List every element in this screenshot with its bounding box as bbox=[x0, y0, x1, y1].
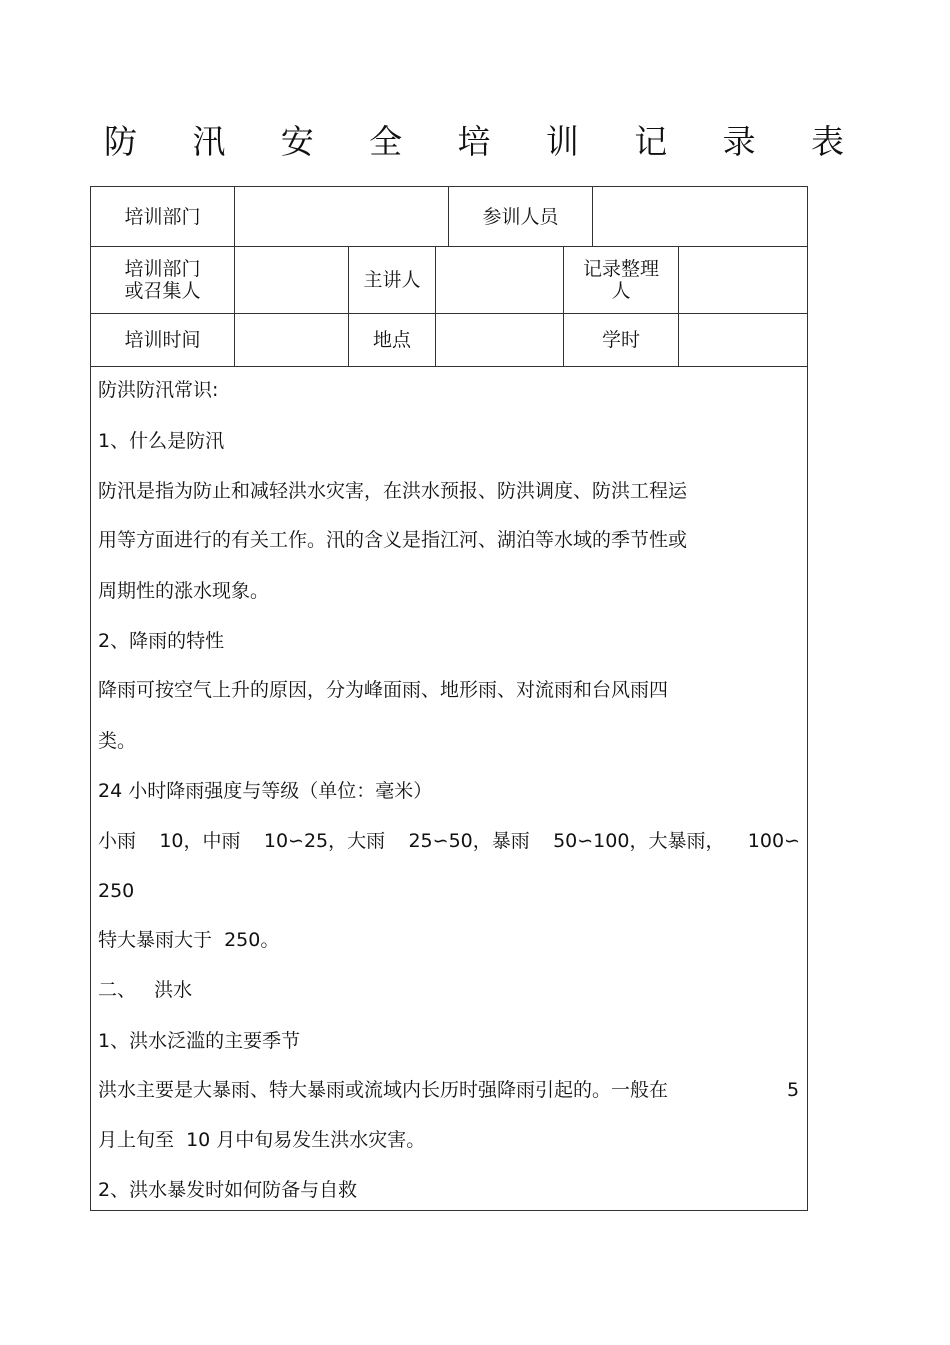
paragraph-line: 24 小时降雨强度与等级（单位：毫米） bbox=[98, 780, 433, 802]
paragraph-line: 类。 bbox=[98, 730, 137, 752]
field-attendees[interactable] bbox=[593, 187, 807, 246]
title-char: 培 bbox=[457, 122, 491, 161]
field-hours[interactable] bbox=[679, 314, 807, 366]
rain-item: 10，中雨 bbox=[159, 830, 241, 852]
title-char: 安 bbox=[280, 122, 314, 161]
label-hours: 学时 bbox=[601, 329, 640, 351]
title-char: 训 bbox=[545, 122, 579, 161]
label-training-dept: 培训部门 bbox=[124, 205, 201, 228]
field-speaker[interactable] bbox=[436, 247, 563, 313]
label-organizer bbox=[91, 247, 234, 313]
label-speaker: 主讲人 bbox=[363, 269, 421, 291]
field-training-time[interactable] bbox=[235, 314, 348, 366]
paragraph-line: 特大暴雨大于 250。 bbox=[98, 929, 280, 951]
field-organizer[interactable] bbox=[235, 247, 348, 313]
paragraph-line: 用等方面进行的有关工作。汛的含义是指江河、湖泊等水域的季节性或 bbox=[98, 529, 688, 551]
title-char: 防 bbox=[104, 122, 137, 161]
row-divider bbox=[90, 366, 808, 367]
paragraph-line: 洪水主要是大暴雨、特大暴雨或流域内长历时强降雨引起的。一般在 bbox=[98, 1079, 669, 1101]
paragraph-line-end: 5 bbox=[787, 1079, 800, 1101]
section-heading: 二、 洪水 bbox=[98, 979, 193, 1001]
rain-item: 50∽100，大暴雨， bbox=[553, 830, 725, 852]
title-char: 汛 bbox=[192, 122, 226, 161]
field-training-dept[interactable] bbox=[235, 187, 448, 246]
label-organizer-line1: 培训部门 bbox=[124, 258, 201, 280]
page-title bbox=[104, 120, 844, 164]
title-char: 全 bbox=[369, 122, 403, 161]
label-recorder-line2: 人 bbox=[611, 280, 631, 302]
rain-item: 25∽50，暴雨 bbox=[408, 830, 530, 852]
title-char: 录 bbox=[722, 122, 756, 161]
table-border-bottom bbox=[90, 1210, 808, 1211]
paragraph-line: 月上旬至 10 月中旬易发生洪水灾害。 bbox=[98, 1129, 426, 1151]
label-organizer-line2: 或召集人 bbox=[124, 280, 201, 302]
rain-item: 10∽25，大雨 bbox=[263, 830, 386, 852]
paragraph-line: 防汛是指为防止和减轻洪水灾害，在洪水预报、防洪调度、防洪工程运 bbox=[98, 480, 688, 502]
section-heading: 2、洪水暴发时如何防备与自救 bbox=[98, 1179, 358, 1201]
label-recorder bbox=[564, 247, 678, 313]
content-intro: 防洪防汛常识: bbox=[98, 379, 219, 401]
rain-levels-row bbox=[98, 829, 800, 853]
label-place: 地点 bbox=[372, 329, 411, 351]
paragraph-line: 周期性的涨水现象。 bbox=[98, 580, 270, 602]
label-attendees: 参训人员 bbox=[482, 205, 559, 228]
title-char: 表 bbox=[811, 122, 844, 161]
rain-item: 小雨 bbox=[98, 830, 137, 852]
table-border-right bbox=[807, 186, 808, 1211]
rain-item: 100∽ bbox=[747, 830, 800, 852]
section-heading: 1、什么是防汛 bbox=[98, 430, 225, 452]
paragraph-line: 250 bbox=[98, 880, 135, 902]
label-recorder-line1: 记录整理 bbox=[582, 258, 659, 280]
section-heading: 2、降雨的特性 bbox=[98, 630, 225, 652]
section-heading: 1、洪水泛滥的主要季节 bbox=[98, 1030, 301, 1052]
paragraph-line: 降雨可按空气上升的原因，分为峰面雨、地形雨、对流雨和台风雨四 bbox=[98, 679, 669, 701]
field-recorder[interactable] bbox=[679, 247, 807, 313]
field-place[interactable] bbox=[436, 314, 563, 366]
title-char: 记 bbox=[634, 122, 668, 161]
label-training-time: 培训时间 bbox=[124, 329, 201, 351]
